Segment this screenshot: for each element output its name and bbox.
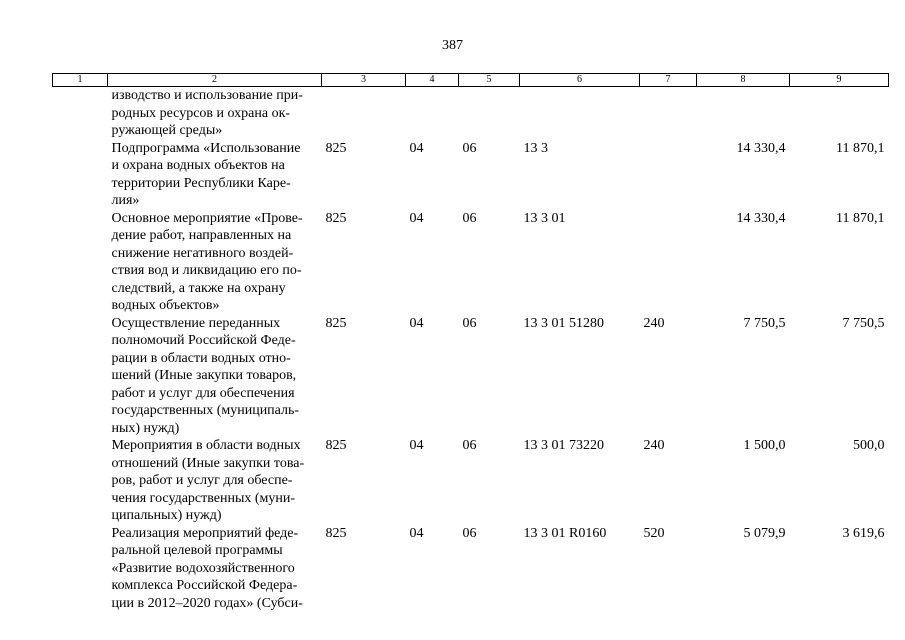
row-description xyxy=(108,437,322,525)
amount-year-1: 14 330,4 xyxy=(736,210,786,226)
description-line: шений (Иные закупки товаров, xyxy=(111,368,297,383)
description-line: следствий, а также на охрану xyxy=(111,280,286,296)
table-row xyxy=(53,210,889,315)
column-header: 6 xyxy=(520,74,640,87)
description-line: «Развитие водохозяйственного xyxy=(111,560,295,576)
description-line: работ и услуг для обеспечения xyxy=(111,385,295,401)
table-row xyxy=(53,87,889,140)
target-article-code: 13 3 xyxy=(523,140,548,156)
description-line: ции в 2012–2020 годах» (Субси- xyxy=(111,595,303,611)
description-line: изводство и использование при- xyxy=(111,88,303,103)
target-article-code: 13 3 01 R0160 xyxy=(523,525,607,541)
description-line: территории Республики Каре- xyxy=(111,175,291,191)
amount-year-1: 5 079,9 xyxy=(743,525,786,541)
table-row xyxy=(53,315,889,438)
amount-year-2: 11 870,1 xyxy=(836,140,885,156)
column-header: 5 xyxy=(459,74,520,87)
section-code: 04 xyxy=(409,315,424,331)
section-code: 04 xyxy=(409,438,424,453)
description-line: снижение негативного воздей- xyxy=(111,245,294,261)
description-line: ципальных) нужд) xyxy=(111,508,222,523)
expense-type-code: 520 xyxy=(643,525,665,541)
row-description xyxy=(108,140,322,210)
table-row xyxy=(53,525,889,613)
section-code xyxy=(406,87,459,140)
ministry-code: 825 xyxy=(325,438,347,453)
ministry-code xyxy=(322,87,406,140)
row-description xyxy=(108,525,322,613)
description-line: Реализация мероприятий феде- xyxy=(111,525,299,541)
amount-year-1: 14 330,4 xyxy=(736,140,786,156)
amount-year-2 xyxy=(790,87,889,140)
subsection-code: 06 xyxy=(462,525,477,541)
amount-year-2: 7 750,5 xyxy=(842,315,885,331)
description-line: лия» xyxy=(111,193,140,208)
expense-type-code: 240 xyxy=(643,315,665,331)
expense-type-code: 240 xyxy=(643,438,665,453)
description-line: родных ресурсов и охрана ок- xyxy=(111,105,291,121)
ministry-code: 825 xyxy=(325,525,347,541)
description-line: комплекса Российской Федера- xyxy=(111,578,298,593)
section-code: 04 xyxy=(409,525,424,541)
description-line: дение работ, направленных на xyxy=(111,228,292,243)
ministry-code: 825 xyxy=(325,210,347,226)
target-article-code: 13 3 01 73220 xyxy=(523,438,604,453)
description-line: Осуществление переданных xyxy=(111,315,281,331)
description-line: ружающей среды» xyxy=(111,123,223,138)
subsection-code xyxy=(459,87,520,140)
target-article-code xyxy=(520,87,640,140)
column-header: 7 xyxy=(640,74,697,87)
description-line: ральной целевой программы xyxy=(111,543,283,558)
column-header: 4 xyxy=(406,74,459,87)
row-description xyxy=(108,210,322,315)
amount-year-2: 500,0 xyxy=(853,438,885,453)
column-header: 9 xyxy=(790,74,889,87)
subsection-code: 06 xyxy=(462,438,477,453)
description-line: ров, работ и услуг для обеспе- xyxy=(111,473,293,488)
ministry-code: 825 xyxy=(325,315,347,331)
description-line: государственных (муниципаль- xyxy=(111,403,300,418)
row-description xyxy=(108,315,322,438)
column-header: 1 xyxy=(53,74,108,87)
expense-type-code xyxy=(640,87,697,140)
description-line: Основное мероприятие «Прове- xyxy=(111,210,303,226)
column-header: 8 xyxy=(697,74,790,87)
amount-year-1 xyxy=(697,87,790,140)
budget-table xyxy=(52,73,889,612)
expense-type-code xyxy=(640,140,697,210)
target-article-code: 13 3 01 xyxy=(523,210,566,226)
subsection-code: 06 xyxy=(462,315,477,331)
subsection-code: 06 xyxy=(462,210,477,226)
column-header: 3 xyxy=(322,74,406,87)
description-line: отношений (Иные закупки това- xyxy=(111,455,305,471)
description-line: чения государственных (муни- xyxy=(111,490,296,506)
amount-year-1: 7 750,5 xyxy=(743,315,786,331)
amount-year-2: 11 870,1 xyxy=(836,210,885,226)
description-line: ных) нужд) xyxy=(111,420,180,436)
header-row xyxy=(53,74,889,87)
subsection-code: 06 xyxy=(462,140,477,156)
description-line: Подпрограмма «Использование xyxy=(111,140,301,156)
amount-year-1: 1 500,0 xyxy=(743,438,786,453)
description-line: и охрана водных объектов на xyxy=(111,158,285,173)
description-line: ствия вод и ликвидацию его по- xyxy=(111,263,302,278)
section-code: 04 xyxy=(409,140,424,156)
description-line: полномочий Российской Феде- xyxy=(111,333,296,348)
column-header: 2 xyxy=(108,74,322,87)
description-line: Мероприятия в области водных xyxy=(111,438,301,453)
amount-year-2: 3 619,6 xyxy=(842,525,885,541)
description-line: водных объектов» xyxy=(111,298,220,313)
expense-type-code xyxy=(640,210,697,315)
ministry-code: 825 xyxy=(325,140,347,156)
description-line: рации в области водных отно- xyxy=(111,350,291,366)
section-code: 04 xyxy=(409,210,424,226)
table-row xyxy=(53,140,889,210)
page-number: 387 xyxy=(442,38,463,53)
target-article-code: 13 3 01 51280 xyxy=(523,315,604,331)
row-description xyxy=(108,87,322,140)
table-row xyxy=(53,437,889,525)
